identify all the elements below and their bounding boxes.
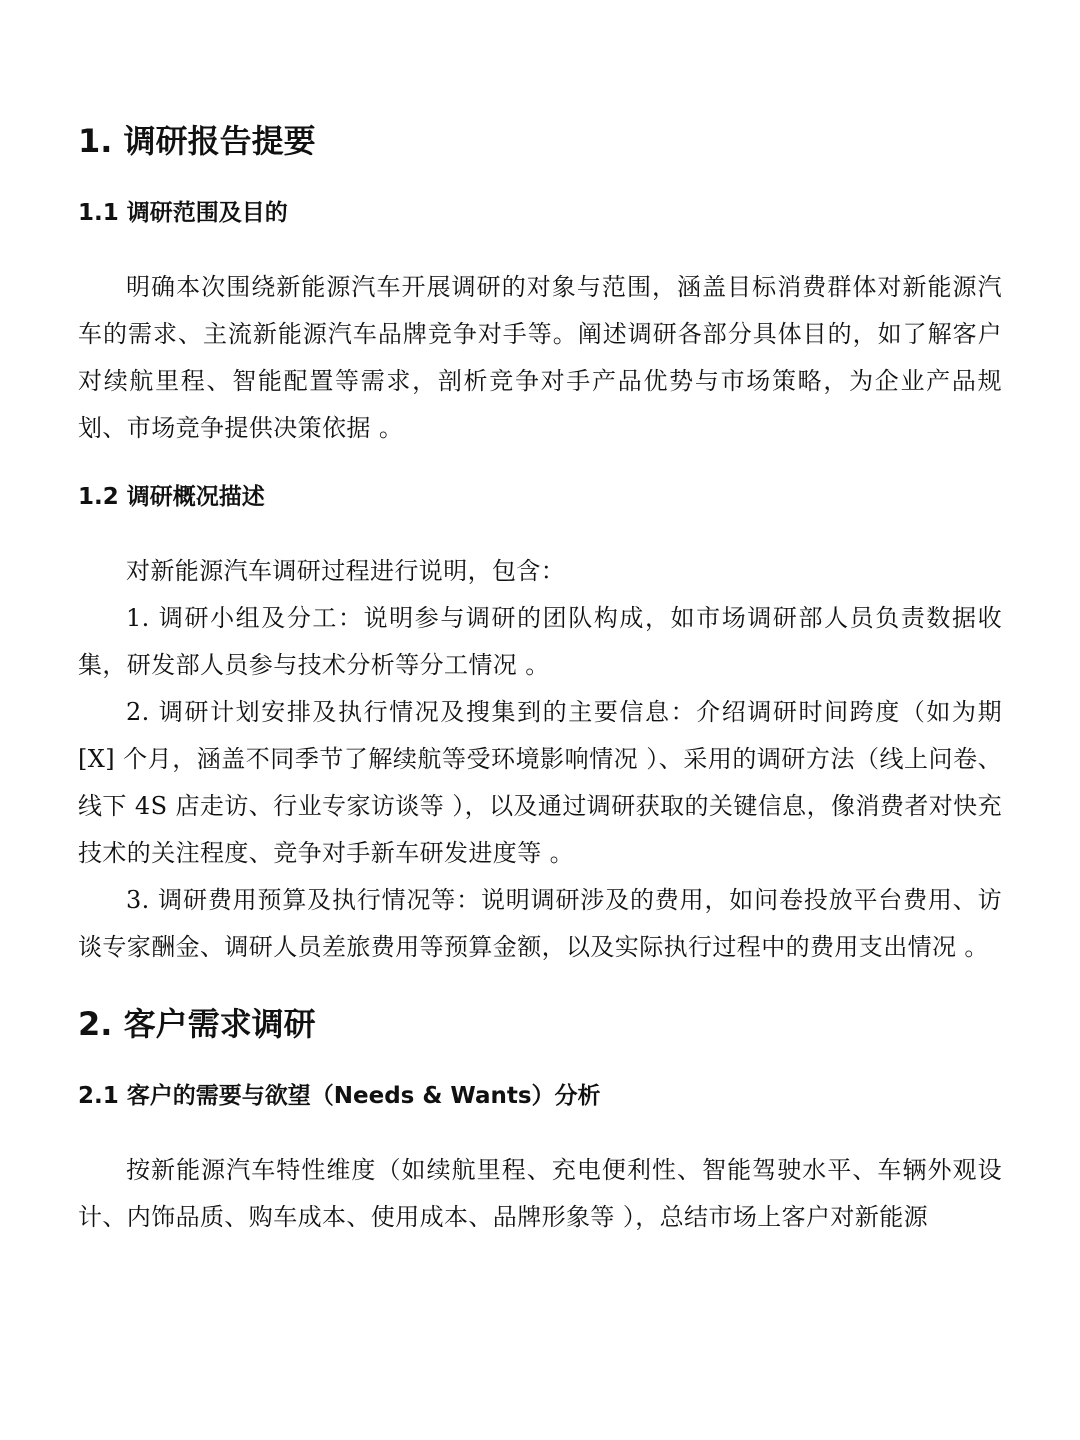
subsection-2-1-title: 2.1 客户的需要与欲望（Needs & Wants）分析	[78, 1083, 601, 1109]
document-content	[78, 118, 1002, 1241]
paragraph-1-2-item-2: 2. 调研计划安排及执行情况及搜集到的主要信息：介绍调研时间跨度（如为期 [X] 个月，涵盖不同季节了解续航等受环境影响情况 ）、采用的调研方法（线上问卷、线下 4S 店走访、行业专家访谈等 ），以及通过调研获取的关键信息，像消费者对快充技术的关注程度、竞争对手新车研发进度等 。	[78, 698, 1002, 867]
paragraph-1-2-intro: 对新能源汽车调研过程进行说明，包含：	[126, 557, 566, 585]
paragraph-1-1-body: 明确本次围绕新能源汽车开展调研的对象与范围，涵盖目标消费群体对新能源汽车的需求、主流新能源汽车品牌竞争对手等。阐述调研各部分具体目的，如了解客户对续航里程、智能配置等需求，剖析竞争对手产品优势与市场策略，为企业产品规划、市场竞争提供决策依据 。	[78, 273, 1002, 442]
subsection-1-1-title: 1.1 调研范围及目的	[78, 200, 288, 226]
subsection-1-2-title: 1.2 调研概况描述	[78, 484, 265, 510]
paragraph-1-2-item-3: 3. 调研费用预算及执行情况等：说明调研涉及的费用，如问卷投放平台费用、访谈专家酬金、调研人员差旅费用等预算金额，以及实际执行过程中的费用支出情况 。	[78, 886, 1002, 961]
section-2-title: 2. 客户需求调研	[78, 1005, 316, 1043]
paragraph-2-1-body: 按新能源汽车特性维度（如续航里程、充电便利性、智能驾驶水平、车辆外观设计、内饰品质、购车成本、使用成本、品牌形象等 ），总结市场上客户对新能源	[78, 1156, 1002, 1231]
paragraph-1-2-item-1: 1. 调研小组及分工：说明参与调研的团队构成，如市场调研部人员负责数据收集，研发部人员参与技术分析等分工情况 。	[78, 604, 1002, 679]
section-1-title: 1. 调研报告提要	[78, 122, 316, 160]
